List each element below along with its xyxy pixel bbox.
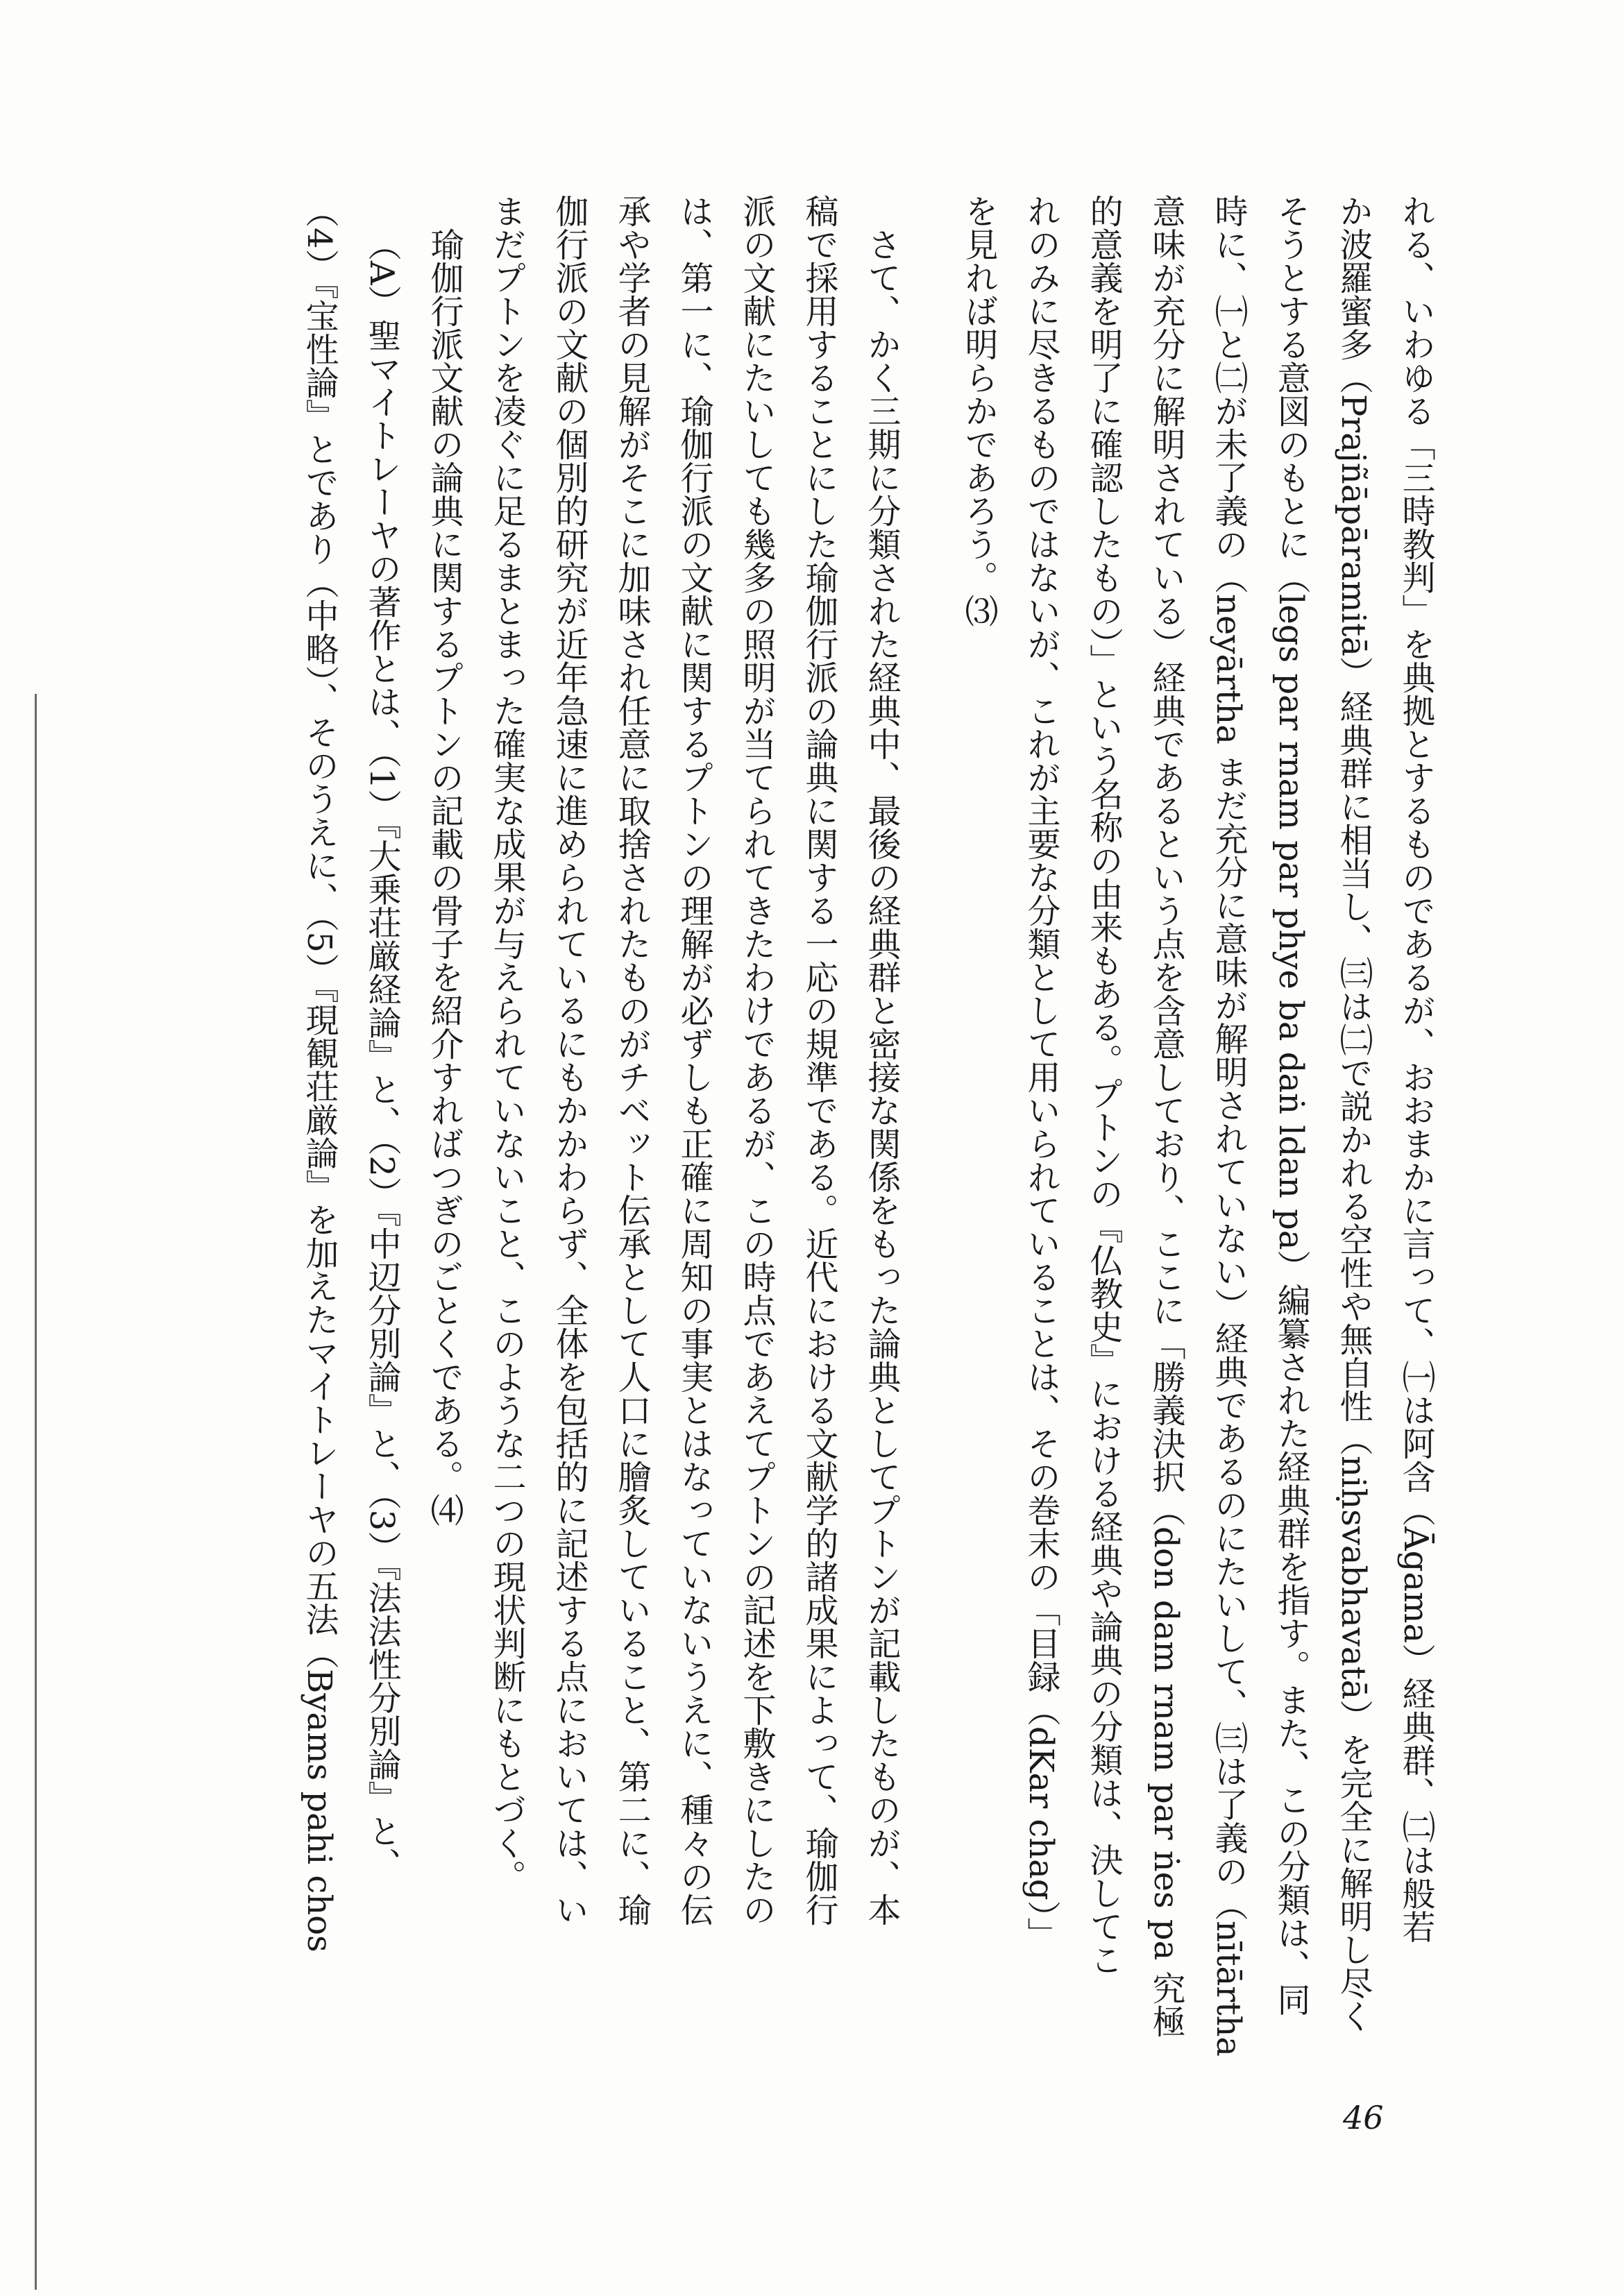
text-line-17: 瑜伽行派文献の論典に関するプトンの記載の骨子を紹介すればつぎのごとくである。⑷	[425, 228, 464, 1527]
text-line-4: 時に、㈠と㈡が未了義の（neyārtha まだ充分に意味が解明されていない）経典であるのにたいして、㈢は了義の（nītārtha	[1209, 194, 1248, 2057]
text-line-13: は、第一に、瑜伽行派の文献に関するプトンの理解が必ずしも正確に周知の事実とはなっていないうえに、種々の伝	[675, 194, 713, 1926]
text-line-5: 意味が充分に解明されている）経典であるという点を含意しており、ここに「勝義決択（don dam rnam par ṅes pa 究極	[1147, 194, 1185, 2038]
text-line-10: さて、かく三期に分類された経典中、最後の経典群と密接な関係をもった論典としてプトンが記載したものが、本	[862, 228, 901, 1926]
text-line-18: （A）聖マイトレーヤの著作とは、（1）『大乗荘厳経論』と、（2）『中辺分別論』と、（3）『法法性分別論』と、	[362, 228, 401, 1881]
text-line-7: れのみに尽きるものではないが、これが主要な分類として用いられていることは、その巻末の「目録（dKar chag）」	[1022, 194, 1060, 1950]
paragraph-gap	[916, 194, 944, 2123]
vertical-text-body	[291, 194, 1444, 2123]
text-line-2: か波羅蜜多（Prajñāpāramitā）経典群に相当し、㈢は㈡で説かれる空性や無自性（niḥsvabhavatā）を完全に解明し尽く	[1334, 194, 1373, 2033]
text-line-1: れる、いわゆる「三時教判」を典拠とするものであるが、おおまかに言って、㈠は阿含（Āgama）経典群、㈡は般若	[1396, 194, 1435, 1944]
text-line-11: 稿で採用することにした瑜伽行派の論典に関する一応の規準である。近代における文献学的諸成果によって、瑜伽行	[800, 194, 838, 1926]
text-line-14: 承や学者の見解がそこに加味され任意に取捨されたものがチベット伝承として人口に膾炙していること、第二に、瑜	[612, 194, 651, 1926]
text-line-6: 的意義を明了に確認したもの）」という名称の由来もある。プトンの『仏教史』における経典や論典の分類は、決してこ	[1084, 194, 1123, 1976]
text-line-12: 派の文献にたいしても幾多の照明が当てられてきたわけであるが、この時点であえてプトンの記述を下敷きにしたの	[737, 194, 776, 1926]
text-line-16: まだプトンを凌ぐに足るまとまった確実な成果が与えられていないこと、このような二つの現状判断にもとづく。	[487, 194, 526, 1893]
text-line-3: そうとする意図のもとに（legs par rnam par phye ba daṅ ldan pa）編纂された経典群を指す。また、この分類は、同	[1271, 194, 1310, 2016]
text-line-8: を見れば明らかであろう。⑶	[959, 194, 998, 627]
page-number: 46	[1343, 2099, 1384, 2136]
text-line-15: 伽行派の文献の個別的研究が近年急速に進められているにもかかわらず、全体を包括的に記述する点においては、い	[550, 194, 589, 1926]
text-line-19: （4）『宝性論』とであり（中略）、そのうえに、（5）『現観荘厳論』を加えたマイトレーヤの五法（Byams pahi chos	[300, 194, 339, 1953]
binding-line	[35, 694, 37, 2290]
